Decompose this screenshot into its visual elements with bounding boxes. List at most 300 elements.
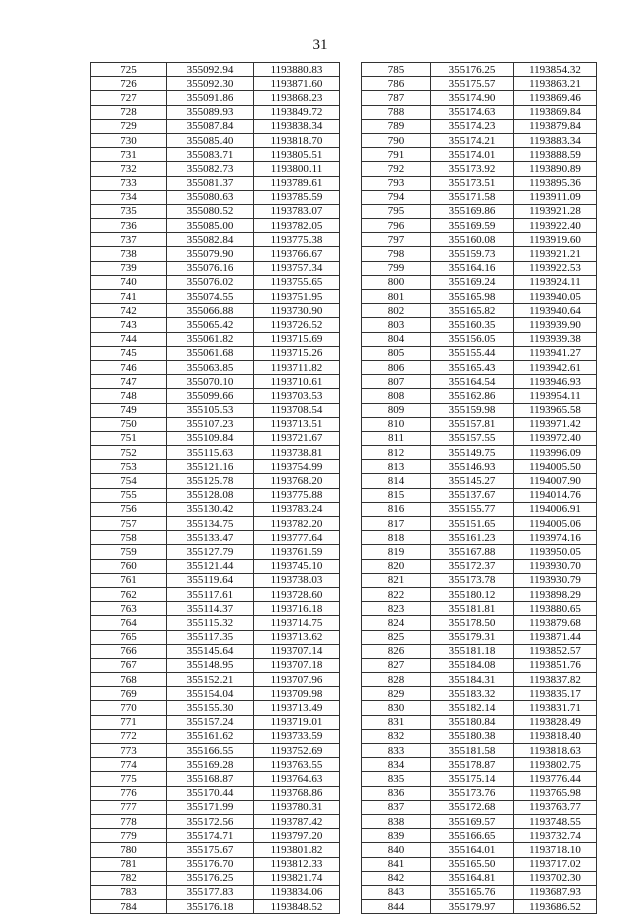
table-row	[362, 602, 597, 616]
point-number-cell: 810	[362, 417, 431, 431]
point-number-cell: 738	[91, 247, 167, 261]
point-number-cell: 758	[91, 531, 167, 545]
point-number-cell: 736	[91, 219, 167, 233]
x-coordinate-cell: 355161.23	[431, 531, 514, 545]
x-coordinate-cell: 355184.31	[431, 673, 514, 687]
point-number-cell: 839	[362, 829, 431, 843]
point-number-cell: 742	[91, 304, 167, 318]
table-row	[362, 346, 597, 360]
y-coordinate-cell: 1193733.59	[254, 729, 340, 743]
point-number-cell: 770	[91, 701, 167, 715]
point-number-cell: 828	[362, 673, 431, 687]
y-coordinate-cell: 1193757.34	[254, 261, 340, 275]
y-coordinate-cell: 1193818.40	[514, 729, 597, 743]
point-number-cell: 741	[91, 290, 167, 304]
x-coordinate-cell: 355145.27	[431, 474, 514, 488]
x-coordinate-cell: 355174.21	[431, 133, 514, 147]
y-coordinate-cell: 1193708.54	[254, 403, 340, 417]
x-coordinate-cell: 355175.57	[431, 77, 514, 91]
point-number-cell: 726	[91, 77, 167, 91]
table-row	[362, 772, 597, 786]
y-coordinate-cell: 1193726.52	[254, 318, 340, 332]
x-coordinate-cell: 355167.88	[431, 545, 514, 559]
x-coordinate-cell: 355180.84	[431, 715, 514, 729]
y-coordinate-cell: 1193965.58	[514, 403, 597, 417]
x-coordinate-cell: 355083.71	[167, 148, 254, 162]
y-coordinate-cell: 1193863.21	[514, 77, 597, 91]
y-coordinate-cell: 1193702.30	[514, 871, 597, 885]
y-coordinate-cell: 1193801.82	[254, 843, 340, 857]
point-number-cell: 729	[91, 119, 167, 133]
point-number-cell: 790	[362, 133, 431, 147]
x-coordinate-cell: 355082.73	[167, 162, 254, 176]
y-coordinate-cell: 1193871.44	[514, 630, 597, 644]
x-coordinate-cell: 355183.32	[431, 687, 514, 701]
point-number-cell: 822	[362, 587, 431, 601]
x-coordinate-cell: 355114.37	[167, 602, 254, 616]
table-row	[362, 318, 597, 332]
x-coordinate-cell: 355164.01	[431, 843, 514, 857]
x-coordinate-cell: 355173.92	[431, 162, 514, 176]
point-number-cell: 749	[91, 403, 167, 417]
table-row	[91, 389, 340, 403]
y-coordinate-cell: 1193755.65	[254, 275, 340, 289]
x-coordinate-cell: 355130.42	[167, 502, 254, 516]
y-coordinate-cell: 1193703.53	[254, 389, 340, 403]
y-coordinate-cell: 1193883.34	[514, 133, 597, 147]
table-row	[362, 247, 597, 261]
x-coordinate-cell: 355074.55	[167, 290, 254, 304]
x-coordinate-cell: 355151.65	[431, 517, 514, 531]
point-number-cell: 772	[91, 729, 167, 743]
y-coordinate-cell: 1193939.38	[514, 332, 597, 346]
y-coordinate-cell: 1193996.09	[514, 446, 597, 460]
point-number-cell: 777	[91, 800, 167, 814]
table-row	[362, 91, 597, 105]
y-coordinate-cell: 1193849.72	[254, 105, 340, 119]
point-number-cell: 730	[91, 133, 167, 147]
x-coordinate-cell: 355061.82	[167, 332, 254, 346]
point-number-cell: 815	[362, 488, 431, 502]
coordinates-table-right	[361, 62, 597, 914]
table-row	[362, 389, 597, 403]
table-row	[362, 545, 597, 559]
point-number-cell: 732	[91, 162, 167, 176]
x-coordinate-cell: 355169.59	[431, 219, 514, 233]
point-number-cell: 811	[362, 431, 431, 445]
y-coordinate-cell: 1193787.42	[254, 814, 340, 828]
table-row	[91, 460, 340, 474]
table-row	[362, 105, 597, 119]
point-number-cell: 837	[362, 800, 431, 814]
point-number-cell: 809	[362, 403, 431, 417]
x-coordinate-cell: 355146.93	[431, 460, 514, 474]
x-coordinate-cell: 355174.23	[431, 119, 514, 133]
y-coordinate-cell: 1193765.98	[514, 786, 597, 800]
y-coordinate-cell: 1193831.71	[514, 701, 597, 715]
point-number-cell: 751	[91, 431, 167, 445]
table-row	[362, 517, 597, 531]
table-row	[362, 375, 597, 389]
point-number-cell: 833	[362, 744, 431, 758]
point-number-cell: 826	[362, 644, 431, 658]
x-coordinate-cell: 355176.25	[431, 63, 514, 77]
point-number-cell: 759	[91, 545, 167, 559]
y-coordinate-cell: 1193930.79	[514, 573, 597, 587]
y-coordinate-cell: 1193782.05	[254, 219, 340, 233]
table-row	[362, 77, 597, 91]
x-coordinate-cell: 355152.21	[167, 673, 254, 687]
table-row	[91, 247, 340, 261]
point-number-cell: 819	[362, 545, 431, 559]
y-coordinate-cell: 1193974.16	[514, 531, 597, 545]
point-number-cell: 786	[362, 77, 431, 91]
table-row	[91, 573, 340, 587]
table-row	[362, 304, 597, 318]
table-row	[91, 687, 340, 701]
table-row	[91, 261, 340, 275]
table-row	[91, 616, 340, 630]
table-row	[362, 233, 597, 247]
table-row	[91, 517, 340, 531]
y-coordinate-cell: 1193888.59	[514, 148, 597, 162]
y-coordinate-cell: 1193930.70	[514, 559, 597, 573]
table-row	[91, 488, 340, 502]
point-number-cell: 771	[91, 715, 167, 729]
x-coordinate-cell: 355179.97	[431, 900, 514, 914]
x-coordinate-cell: 355117.35	[167, 630, 254, 644]
x-coordinate-cell: 355175.67	[167, 843, 254, 857]
table-row	[91, 729, 340, 743]
point-number-cell: 775	[91, 772, 167, 786]
point-number-cell: 792	[362, 162, 431, 176]
table-row	[91, 190, 340, 204]
table-row	[91, 304, 340, 318]
x-coordinate-cell: 355181.58	[431, 744, 514, 758]
x-coordinate-cell: 355127.79	[167, 545, 254, 559]
point-number-cell: 797	[362, 233, 431, 247]
point-number-cell: 750	[91, 417, 167, 431]
x-coordinate-cell: 355182.14	[431, 701, 514, 715]
table-row	[91, 431, 340, 445]
point-number-cell: 780	[91, 843, 167, 857]
point-number-cell: 734	[91, 190, 167, 204]
y-coordinate-cell: 1193763.55	[254, 758, 340, 772]
point-number-cell: 795	[362, 204, 431, 218]
table-row	[362, 360, 597, 374]
x-coordinate-cell: 355121.16	[167, 460, 254, 474]
y-coordinate-cell: 1193776.44	[514, 772, 597, 786]
point-number-cell: 840	[362, 843, 431, 857]
y-coordinate-cell: 1193802.75	[514, 758, 597, 772]
point-number-cell: 762	[91, 587, 167, 601]
x-coordinate-cell: 355155.30	[167, 701, 254, 715]
x-coordinate-cell: 355066.88	[167, 304, 254, 318]
point-number-cell: 761	[91, 573, 167, 587]
table-row	[362, 658, 597, 672]
y-coordinate-cell: 1193800.11	[254, 162, 340, 176]
table-row	[91, 133, 340, 147]
point-number-cell: 746	[91, 360, 167, 374]
point-number-cell: 802	[362, 304, 431, 318]
table-row	[91, 602, 340, 616]
y-coordinate-cell: 1193869.84	[514, 105, 597, 119]
point-number-cell: 816	[362, 502, 431, 516]
table-row	[91, 531, 340, 545]
point-number-cell: 825	[362, 630, 431, 644]
x-coordinate-cell: 355165.98	[431, 290, 514, 304]
y-coordinate-cell: 1193852.57	[514, 644, 597, 658]
x-coordinate-cell: 355178.87	[431, 758, 514, 772]
x-coordinate-cell: 355165.82	[431, 304, 514, 318]
table-row	[91, 91, 340, 105]
x-coordinate-cell: 355165.76	[431, 885, 514, 899]
x-coordinate-cell: 355176.25	[167, 871, 254, 885]
y-coordinate-cell: 1193764.63	[254, 772, 340, 786]
x-coordinate-cell: 355161.62	[167, 729, 254, 743]
table-row	[91, 105, 340, 119]
point-number-cell: 843	[362, 885, 431, 899]
y-coordinate-cell: 1193707.14	[254, 644, 340, 658]
y-coordinate-cell: 1193763.77	[514, 800, 597, 814]
x-coordinate-cell: 355181.18	[431, 644, 514, 658]
point-number-cell: 764	[91, 616, 167, 630]
table-row	[362, 63, 597, 77]
y-coordinate-cell: 1193687.93	[514, 885, 597, 899]
table-row	[362, 630, 597, 644]
y-coordinate-cell: 1193854.32	[514, 63, 597, 77]
y-coordinate-cell: 1193954.11	[514, 389, 597, 403]
point-number-cell: 798	[362, 247, 431, 261]
y-coordinate-cell: 1194006.91	[514, 502, 597, 516]
point-number-cell: 778	[91, 814, 167, 828]
point-number-cell: 725	[91, 63, 167, 77]
y-coordinate-cell: 1193950.05	[514, 545, 597, 559]
y-coordinate-cell: 1193707.18	[254, 658, 340, 672]
point-number-cell: 789	[362, 119, 431, 133]
table-row	[362, 219, 597, 233]
x-coordinate-cell: 355160.35	[431, 318, 514, 332]
y-coordinate-cell: 1193716.18	[254, 602, 340, 616]
x-coordinate-cell: 355159.73	[431, 247, 514, 261]
table-row	[91, 857, 340, 871]
x-coordinate-cell: 355080.52	[167, 204, 254, 218]
x-coordinate-cell: 355157.55	[431, 431, 514, 445]
point-number-cell: 784	[91, 900, 167, 914]
table-row	[91, 545, 340, 559]
point-number-cell: 838	[362, 814, 431, 828]
y-coordinate-cell: 1193834.06	[254, 885, 340, 899]
table-row	[362, 531, 597, 545]
y-coordinate-cell: 1193924.11	[514, 275, 597, 289]
table-row	[362, 673, 597, 687]
table-row	[362, 900, 597, 914]
page-number: 31	[312, 37, 328, 53]
x-coordinate-cell: 355081.37	[167, 176, 254, 190]
y-coordinate-cell: 1193851.76	[514, 658, 597, 672]
point-number-cell: 768	[91, 673, 167, 687]
x-coordinate-cell: 355165.43	[431, 360, 514, 374]
x-coordinate-cell: 355076.16	[167, 261, 254, 275]
point-number-cell: 796	[362, 219, 431, 233]
x-coordinate-cell: 355160.08	[431, 233, 514, 247]
y-coordinate-cell: 1193748.55	[514, 814, 597, 828]
table-row	[362, 474, 597, 488]
y-coordinate-cell: 1193738.81	[254, 446, 340, 460]
y-coordinate-cell: 1193719.01	[254, 715, 340, 729]
table-row	[362, 190, 597, 204]
table-row	[91, 474, 340, 488]
table-row	[362, 885, 597, 899]
point-number-cell: 774	[91, 758, 167, 772]
table-row	[362, 616, 597, 630]
y-coordinate-cell: 1193707.96	[254, 673, 340, 687]
y-coordinate-cell: 1193880.65	[514, 602, 597, 616]
x-coordinate-cell: 355137.67	[431, 488, 514, 502]
y-coordinate-cell: 1193780.31	[254, 800, 340, 814]
table-row	[362, 176, 597, 190]
point-number-cell: 812	[362, 446, 431, 460]
table-row	[91, 318, 340, 332]
table-row	[91, 814, 340, 828]
y-coordinate-cell: 1193895.36	[514, 176, 597, 190]
x-coordinate-cell: 355070.10	[167, 375, 254, 389]
table-row	[362, 829, 597, 843]
x-coordinate-cell: 355169.57	[431, 814, 514, 828]
table-row	[91, 204, 340, 218]
table-row	[91, 162, 340, 176]
x-coordinate-cell: 355179.31	[431, 630, 514, 644]
point-number-cell: 807	[362, 375, 431, 389]
table-row	[362, 687, 597, 701]
x-coordinate-cell: 355169.28	[167, 758, 254, 772]
y-coordinate-cell: 1193752.69	[254, 744, 340, 758]
point-number-cell: 728	[91, 105, 167, 119]
point-number-cell: 841	[362, 857, 431, 871]
y-coordinate-cell: 1193713.51	[254, 417, 340, 431]
point-number-cell: 818	[362, 531, 431, 545]
y-coordinate-cell: 1194005.50	[514, 460, 597, 474]
y-coordinate-cell: 1193715.26	[254, 346, 340, 360]
y-coordinate-cell: 1193783.07	[254, 204, 340, 218]
x-coordinate-cell: 355121.44	[167, 559, 254, 573]
y-coordinate-cell: 1193709.98	[254, 687, 340, 701]
y-coordinate-cell: 1193766.67	[254, 247, 340, 261]
y-coordinate-cell: 1193754.99	[254, 460, 340, 474]
y-coordinate-cell: 1193946.93	[514, 375, 597, 389]
point-number-cell: 735	[91, 204, 167, 218]
point-number-cell: 821	[362, 573, 431, 587]
x-coordinate-cell: 355082.84	[167, 233, 254, 247]
table-row	[91, 800, 340, 814]
point-number-cell: 753	[91, 460, 167, 474]
table-row	[91, 885, 340, 899]
point-number-cell: 767	[91, 658, 167, 672]
point-number-cell: 844	[362, 900, 431, 914]
table-row	[362, 502, 597, 516]
table-row	[362, 290, 597, 304]
x-coordinate-cell: 355177.83	[167, 885, 254, 899]
table-row	[362, 133, 597, 147]
y-coordinate-cell: 1193922.53	[514, 261, 597, 275]
table-row	[362, 460, 597, 474]
table-row	[362, 119, 597, 133]
y-coordinate-cell: 1193782.20	[254, 517, 340, 531]
y-coordinate-cell: 1193718.10	[514, 843, 597, 857]
point-number-cell: 747	[91, 375, 167, 389]
y-coordinate-cell: 1193828.49	[514, 715, 597, 729]
x-coordinate-cell: 355181.81	[431, 602, 514, 616]
table-row	[91, 658, 340, 672]
point-number-cell: 799	[362, 261, 431, 275]
point-number-cell: 773	[91, 744, 167, 758]
x-coordinate-cell: 355134.75	[167, 517, 254, 531]
table-row	[91, 502, 340, 516]
point-number-cell: 787	[362, 91, 431, 105]
y-coordinate-cell: 1193848.52	[254, 900, 340, 914]
point-number-cell: 803	[362, 318, 431, 332]
table-row	[362, 814, 597, 828]
y-coordinate-cell: 1193775.88	[254, 488, 340, 502]
y-coordinate-cell: 1193971.42	[514, 417, 597, 431]
point-number-cell: 824	[362, 616, 431, 630]
point-number-cell: 757	[91, 517, 167, 531]
table-row	[91, 843, 340, 857]
point-number-cell: 806	[362, 360, 431, 374]
table-row	[91, 758, 340, 772]
table-row	[91, 673, 340, 687]
x-coordinate-cell: 355172.37	[431, 559, 514, 573]
y-coordinate-cell: 1193715.69	[254, 332, 340, 346]
table-row	[91, 417, 340, 431]
x-coordinate-cell: 355164.54	[431, 375, 514, 389]
point-number-cell: 817	[362, 517, 431, 531]
point-number-cell: 766	[91, 644, 167, 658]
x-coordinate-cell: 355180.12	[431, 587, 514, 601]
y-coordinate-cell: 1193713.62	[254, 630, 340, 644]
table-row	[91, 63, 340, 77]
point-number-cell: 739	[91, 261, 167, 275]
y-coordinate-cell: 1193941.27	[514, 346, 597, 360]
table-row	[362, 800, 597, 814]
x-coordinate-cell: 355174.90	[431, 91, 514, 105]
x-coordinate-cell: 355087.84	[167, 119, 254, 133]
table-row	[362, 446, 597, 460]
x-coordinate-cell: 355171.58	[431, 190, 514, 204]
y-coordinate-cell: 1193890.89	[514, 162, 597, 176]
x-coordinate-cell: 355164.16	[431, 261, 514, 275]
x-coordinate-cell: 355128.08	[167, 488, 254, 502]
point-number-cell: 836	[362, 786, 431, 800]
x-coordinate-cell: 355099.66	[167, 389, 254, 403]
point-number-cell: 755	[91, 488, 167, 502]
table-row	[91, 233, 340, 247]
point-number-cell: 842	[362, 871, 431, 885]
y-coordinate-cell: 1194005.06	[514, 517, 597, 531]
table-row	[362, 729, 597, 743]
y-coordinate-cell: 1193871.60	[254, 77, 340, 91]
table-row	[362, 162, 597, 176]
table-row	[362, 204, 597, 218]
table-row	[362, 417, 597, 431]
point-number-cell: 731	[91, 148, 167, 162]
point-number-cell: 776	[91, 786, 167, 800]
point-number-cell: 745	[91, 346, 167, 360]
point-number-cell: 823	[362, 602, 431, 616]
point-number-cell: 763	[91, 602, 167, 616]
y-coordinate-cell: 1193818.63	[514, 744, 597, 758]
y-coordinate-cell: 1193777.64	[254, 531, 340, 545]
